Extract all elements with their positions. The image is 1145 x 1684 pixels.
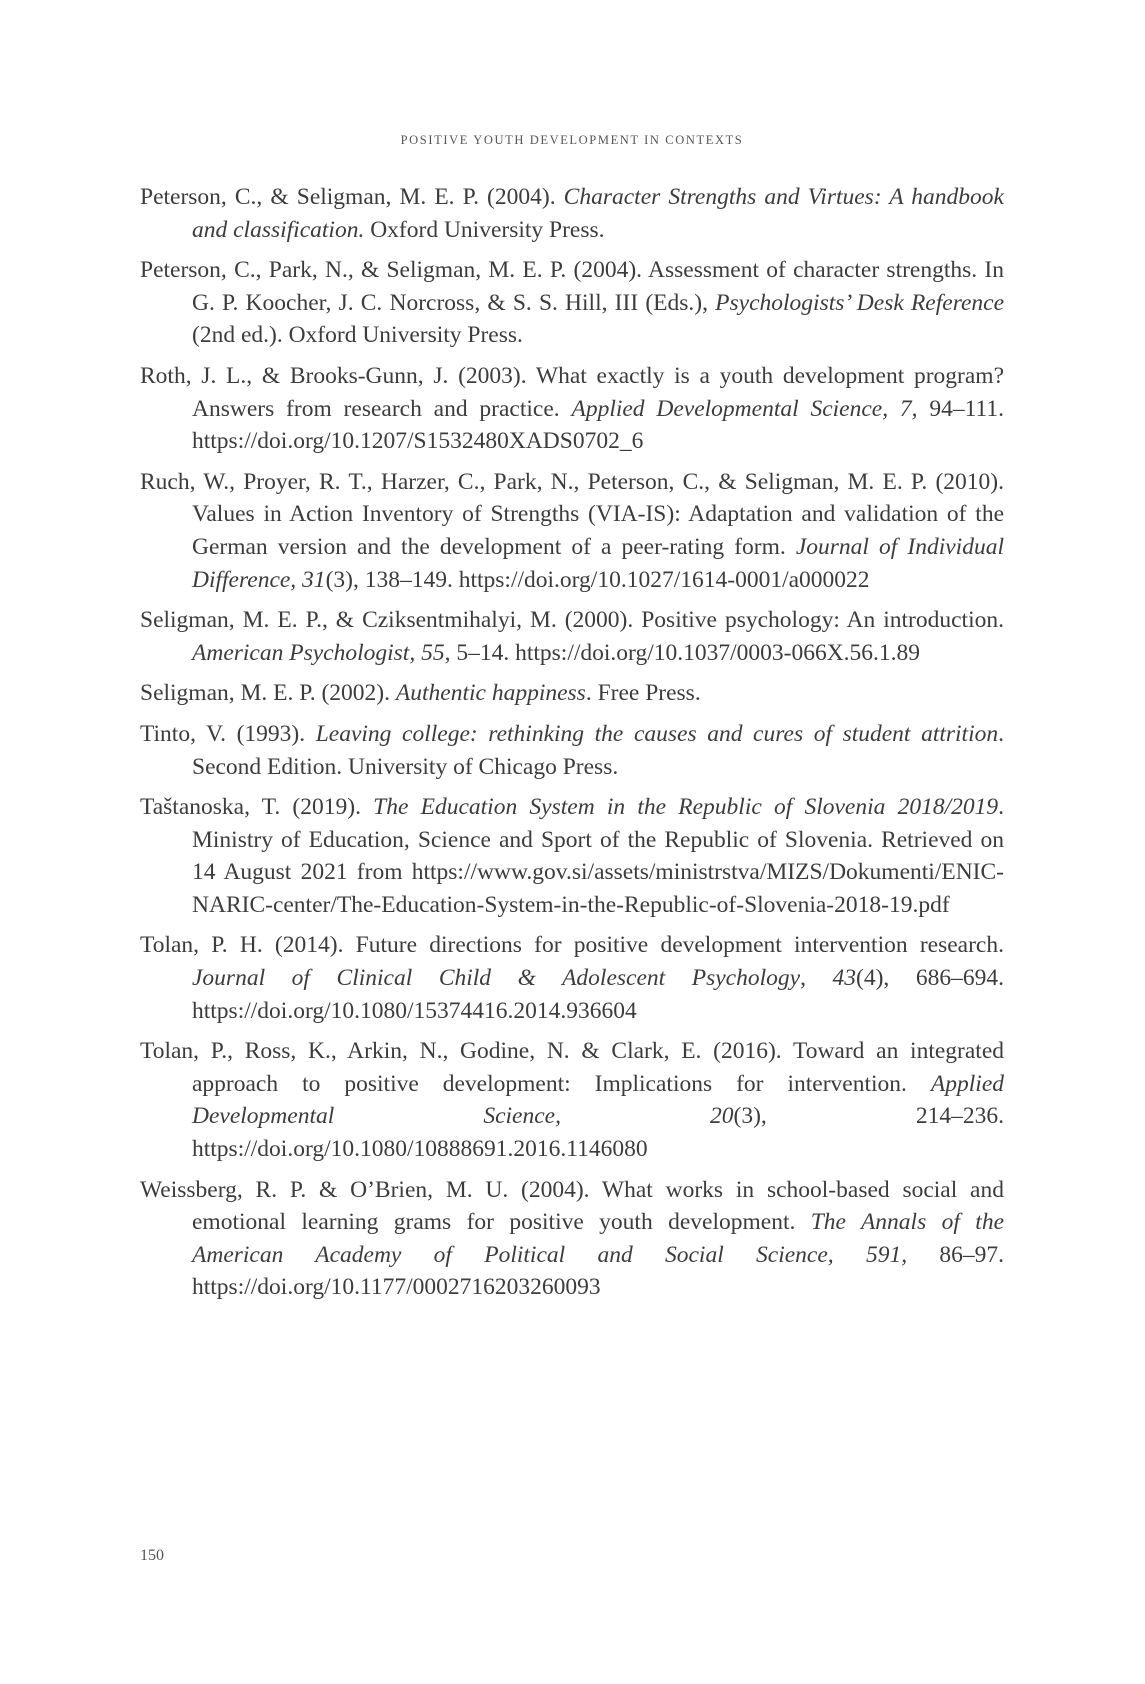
reference-text: Peterson, C., & Seligman, M. E. P. (2004). xyxy=(140,184,564,210)
reference-entry xyxy=(140,1035,1004,1165)
reference-text: (3), 138–149. https://doi.org/10.1027/1614-0001/a000022 xyxy=(325,566,870,593)
reference-title: Leaving college: rethinking the causes and cures of student attrition xyxy=(315,720,999,747)
reference-text: . Free Press. xyxy=(585,680,701,707)
reference-entry xyxy=(140,929,1004,1027)
reference-text: 86–97. https://doi.org/10.1177/0002716203260093 xyxy=(192,1241,1004,1301)
reference-title: Character Strengths and Virtues: A handbook and classification. xyxy=(192,184,1004,243)
reference-text: Ruch, W., Proyer, R. T., Harzer, C., Park, N., Peterson, C., & Seligman, M. E. P. (2010). Values in Action Inventory of Strengths (VIA-IS): Adaptation and validation of the German version and the development of a peer-rating form. xyxy=(140,468,1004,560)
reference-entry xyxy=(140,360,1004,458)
reference-title: The Education System in the Republic of Slovenia 2018/2019 xyxy=(373,794,999,821)
reference-title: American Psychologist, 55 xyxy=(192,639,445,666)
page-number: 150 xyxy=(140,1547,164,1564)
reference-text: Tinto, V. (1993). xyxy=(140,720,316,747)
reference-text: , xyxy=(800,965,833,992)
reference-text: (2nd ed.). Oxford University Press. xyxy=(192,322,523,349)
reference-volume: 43 xyxy=(832,965,857,992)
reference-text: Tolan, P., Ross, K., Arkin, N., Godine, N. & Clark, E. (2016). Toward an integrated approach to positive development: Implications for intervention. xyxy=(140,1038,1004,1097)
reference-list xyxy=(140,181,1004,1312)
reference-text: Weissberg, R. P. & O’Brien, M. U. (2004). What works in school-based social and emotional learning grams for positive youth development. xyxy=(140,1176,1004,1236)
reference-title: Journal of Individual Difference, 31 xyxy=(192,533,1004,593)
reference-entry xyxy=(140,254,1004,352)
reference-entry xyxy=(140,181,1004,246)
reference-entry xyxy=(140,677,1004,710)
reference-title: Applied Developmental Science, 20 xyxy=(192,1070,1004,1130)
reference-entry xyxy=(140,718,1004,783)
reference-text: Peterson, C., Park, N., & Seligman, M. E. P. (2004). Assessment of character strengths. In G. P. Koocher, J. C. Norcross, & S. S. Hill, III (Eds.), xyxy=(140,257,1004,316)
reference-entry xyxy=(140,791,1004,921)
reference-entry xyxy=(140,1174,1004,1304)
reference-text: Tolan, P. H. (2014). Future directions for positive development intervention research. xyxy=(140,932,1004,959)
reference-title: The Annals of the American Academy of Political and Social Science, 591, xyxy=(192,1209,1004,1268)
reference-entry xyxy=(140,466,1004,596)
reference-text: (4), 686–694. https://doi.org/10.1080/15374416.2014.936604 xyxy=(192,965,1004,1024)
reference-text: Seligman, M. E. P., & Cziksentmihalyi, M. (2000). Positive psychology: An introduction. xyxy=(140,607,1004,634)
reference-text: Roth, J. L., & Brooks-Gunn, J. (2003). What exactly is a youth development program? Answers from research and practice. xyxy=(140,362,1004,422)
reference-text: (3), 214–236. https://doi.org/10.1080/10888691.2016.1146080 xyxy=(192,1103,1004,1163)
reference-text: Seligman, M. E. P. (2002). xyxy=(140,680,396,707)
reference-title: Journal of Clinical Child & Adolescent Psychology xyxy=(192,965,801,992)
running-head: POSITIVE YOUTH DEVELOPMENT IN CONTEXTS xyxy=(400,133,744,147)
reference-text: . Second Edition. University of Chicago Press. xyxy=(192,720,1004,780)
reference-text: . Ministry of Education, Science and Sport of the Republic of Slovenia. Retrieved on 14 August 2021 from https://www.gov.si/assets/ministrstva/MIZS/Dokumenti/ENIC-NARIC-center/The-Education-System-in-the-Republic-of-Slovenia-2018-19.pdf xyxy=(192,794,1004,918)
reference-text: 94–111. https://doi.org/10.1207/S1532480XADS0702_6 xyxy=(192,395,1004,455)
reference-text: Oxford University Press. xyxy=(364,216,605,243)
reference-entry xyxy=(140,604,1004,669)
reference-title: Applied Developmental Science, 7, xyxy=(571,395,918,422)
reference-text: Taštanoska, T. (2019). xyxy=(140,794,374,821)
reference-title: Authentic happiness xyxy=(395,680,586,707)
reference-title: Psychologists’ Desk Reference xyxy=(715,289,1005,316)
reference-text: , 5–14. https://doi.org/10.1037/0003-066X.56.1.89 xyxy=(444,639,921,666)
